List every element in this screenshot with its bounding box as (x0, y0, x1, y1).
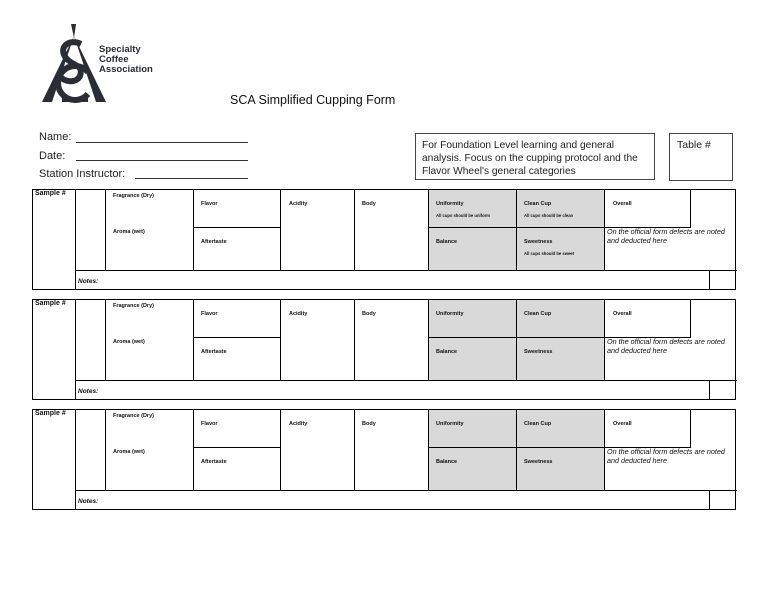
sample-block (32, 189, 736, 290)
sca-logo-icon (40, 22, 108, 106)
sample-label: Sample # (35, 300, 66, 307)
uniformity-label: Uniformity (436, 201, 464, 207)
sample-label: Sample # (35, 410, 66, 417)
balance-label: Balance (436, 459, 458, 465)
balance-label: Balance (436, 239, 458, 245)
overall-label: Overall (613, 421, 632, 427)
defect-note: On the official form defects are noted and deducted here (607, 337, 725, 355)
acidity-label: Acidity (289, 421, 308, 427)
sample-label: Sample # (35, 190, 66, 197)
notes-label: Notes: (78, 278, 99, 285)
body-label: Body (362, 311, 376, 317)
clean-cup-hint: All cups should be clean (524, 213, 574, 218)
info-box: For Foundation Level learning and general analysis. Focus on the cupping protocol and the Flavor Wheel's general categories (415, 133, 655, 180)
notes-label: Notes: (78, 498, 99, 505)
sweetness-label: Sweetness (524, 239, 553, 245)
balance-label: Balance (436, 349, 458, 355)
aftertaste-label: Aftertaste (201, 459, 227, 465)
name-label: Name: (39, 131, 72, 143)
sample-block (32, 299, 736, 400)
date-label: Date: (39, 150, 66, 162)
overall-label: Overall (613, 201, 632, 207)
instructor-label: Station Instructor: (39, 168, 126, 180)
defect-note: On the official form defects are noted and deducted here (607, 227, 725, 245)
flavor-label: Flavor (201, 311, 218, 317)
clean-cup-label: Clean Cup (524, 201, 552, 207)
acidity-label: Acidity (289, 311, 308, 317)
fragrance-label: Fragrance (Dry) (113, 413, 154, 419)
uniformity-hint: All cups should be uniform (436, 213, 490, 218)
form-title: SCA Simplified Cupping Form (230, 93, 396, 107)
aftertaste-label: Aftertaste (201, 239, 227, 245)
overall-label: Overall (613, 311, 632, 317)
sample-block (32, 409, 736, 510)
body-label: Body (362, 421, 376, 427)
aftertaste-label: Aftertaste (201, 349, 227, 355)
sweetness-label: Sweetness (524, 349, 553, 355)
defect-note: On the official form defects are noted and deducted here (607, 447, 725, 465)
date-field[interactable] (76, 160, 248, 161)
aroma-label: Aroma (wet) (113, 449, 145, 455)
acidity-label: Acidity (289, 201, 308, 207)
uniformity-label: Uniformity (436, 311, 464, 317)
org-name-line3: Association (99, 64, 153, 75)
org-name-line1: Specialty (99, 44, 141, 55)
aroma-label: Aroma (wet) (113, 339, 145, 345)
flavor-label: Flavor (201, 201, 218, 207)
fragrance-label: Fragrance (Dry) (113, 193, 154, 199)
aroma-label: Aroma (wet) (113, 229, 145, 235)
fragrance-label: Fragrance (Dry) (113, 303, 154, 309)
flavor-label: Flavor (201, 421, 218, 427)
name-field[interactable] (76, 142, 248, 143)
org-name-line2: Coffee (99, 54, 129, 65)
table-number-box[interactable]: Table # (669, 133, 733, 181)
body-label: Body (362, 201, 376, 207)
instructor-field[interactable] (135, 178, 248, 179)
uniformity-label: Uniformity (436, 421, 464, 427)
clean-cup-label: Clean Cup (524, 311, 552, 317)
notes-label: Notes: (78, 388, 99, 395)
clean-cup-label: Clean Cup (524, 421, 552, 427)
sweetness-hint: All cups should be sweet (524, 251, 575, 256)
sweetness-label: Sweetness (524, 459, 553, 465)
